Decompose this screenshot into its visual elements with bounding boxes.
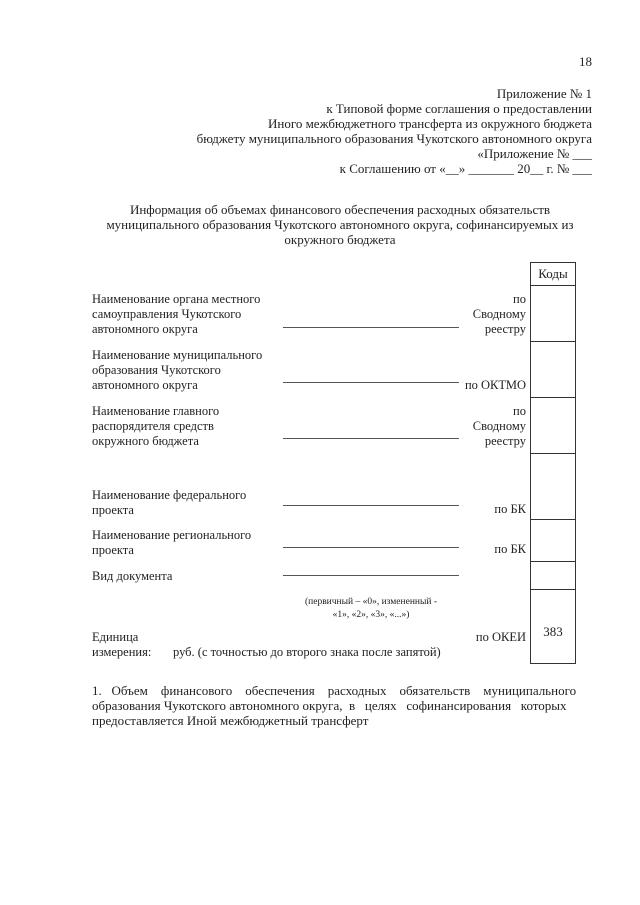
label-line: автономного округа [92, 322, 198, 336]
label-document-type [92, 569, 292, 584]
code-label-okei [476, 630, 526, 645]
label-main-manager [92, 404, 292, 449]
code-label-bk-2 [494, 542, 526, 557]
code-cell-main-manager[interactable] [530, 398, 576, 454]
label-line: проекта [92, 503, 134, 517]
code-label-oktmo [465, 378, 526, 393]
appendix-line: Иного межбюджетного трансферта из окружного бюджета [267, 116, 592, 131]
appendix-line: Приложение № 1 [496, 86, 592, 101]
label-line: распорядителя средств [92, 419, 214, 433]
code-label-line: Сводному [472, 419, 526, 433]
code-cell-okei[interactable]: 383 [530, 590, 576, 664]
code-label-line: по [513, 404, 526, 418]
code-cell-local-authority[interactable] [530, 286, 576, 342]
label-line: Наименование муниципального [92, 348, 263, 362]
label-unit [92, 630, 151, 660]
paragraph-line: 1. Объем финансового обеспечения расходных обязательств муниципального [92, 683, 577, 698]
paragraph-line: предоставляется Иной межбюджетный трансферт [92, 713, 369, 728]
label-line: проекта [92, 543, 134, 557]
label-line: Единица [92, 630, 139, 644]
field-local-authority[interactable] [283, 327, 459, 328]
label-line: Вид документа [92, 569, 173, 583]
section-1-paragraph [92, 683, 596, 728]
field-federal-project[interactable] [283, 505, 459, 506]
note-line: (первичный – «0», измененный - [304, 597, 438, 607]
code-label-line: по ОКТМО [464, 378, 526, 392]
field-main-manager[interactable] [283, 438, 459, 439]
document-type-note [283, 596, 459, 622]
field-regional-project[interactable] [283, 547, 459, 548]
appendix-line: «Приложение № ___ [477, 146, 592, 161]
field-document-type[interactable] [283, 575, 459, 576]
title-line: муниципального образования Чукотского автономного округа, софинансируемых из [106, 217, 574, 232]
appendix-line: бюджету муниципального образования Чукотского автономного округа [196, 131, 592, 146]
code-cell-oktmo[interactable] [530, 342, 576, 398]
appendix-line: к Соглашению от «__» _______ 20__ г. № ___ [339, 161, 592, 176]
code-label-line: реестру [484, 434, 526, 448]
code-cell-federal-project[interactable] [530, 454, 576, 520]
label-line: образования Чукотского [92, 363, 221, 377]
unit-value: руб. (с точностью до второго знака после запятой) [173, 645, 441, 659]
code-label-bk [494, 502, 526, 517]
title-line: Информация об объемах финансового обеспечения расходных обязательств [129, 202, 551, 217]
appendix-line: к Типовой форме соглашения о предоставлении [326, 101, 592, 116]
code-label-line: по БК [494, 502, 526, 516]
label-line: Наименование федерального [92, 488, 247, 502]
label-line: Наименование органа местного [92, 292, 261, 306]
code-label-summary-registry-2 [473, 404, 526, 449]
label-line: измерения: [92, 645, 152, 659]
label-line: самоуправления Чукотского [92, 307, 242, 321]
label-line: автономного округа [92, 378, 198, 392]
code-cell-document-type[interactable] [530, 562, 576, 590]
codes-header: Коды [530, 262, 576, 286]
label-line: Наименование регионального [92, 528, 252, 542]
code-label-line: по [513, 292, 526, 306]
label-line: окружного бюджета [92, 434, 199, 448]
label-federal-project [92, 488, 292, 518]
title-line: окружного бюджета [284, 232, 396, 247]
code-label-summary-registry [473, 292, 526, 337]
code-label-line: реестру [484, 322, 526, 336]
label-regional-project [92, 528, 292, 558]
field-municipality[interactable] [283, 382, 459, 383]
code-cell-regional-project[interactable] [530, 520, 576, 562]
paragraph-line: образования Чукотского автономного округа, в целях софинансирования которых [92, 698, 567, 713]
code-label-line: Сводному [472, 307, 526, 321]
label-local-authority [92, 292, 292, 337]
code-label-line: по БК [494, 542, 526, 556]
label-line: Наименование главного [92, 404, 220, 418]
code-label-line: по ОКЕИ [475, 630, 526, 644]
label-municipality [92, 348, 292, 393]
page-number: 18 [579, 54, 592, 69]
note-line: «1», «2», «3», «...») [332, 610, 410, 620]
